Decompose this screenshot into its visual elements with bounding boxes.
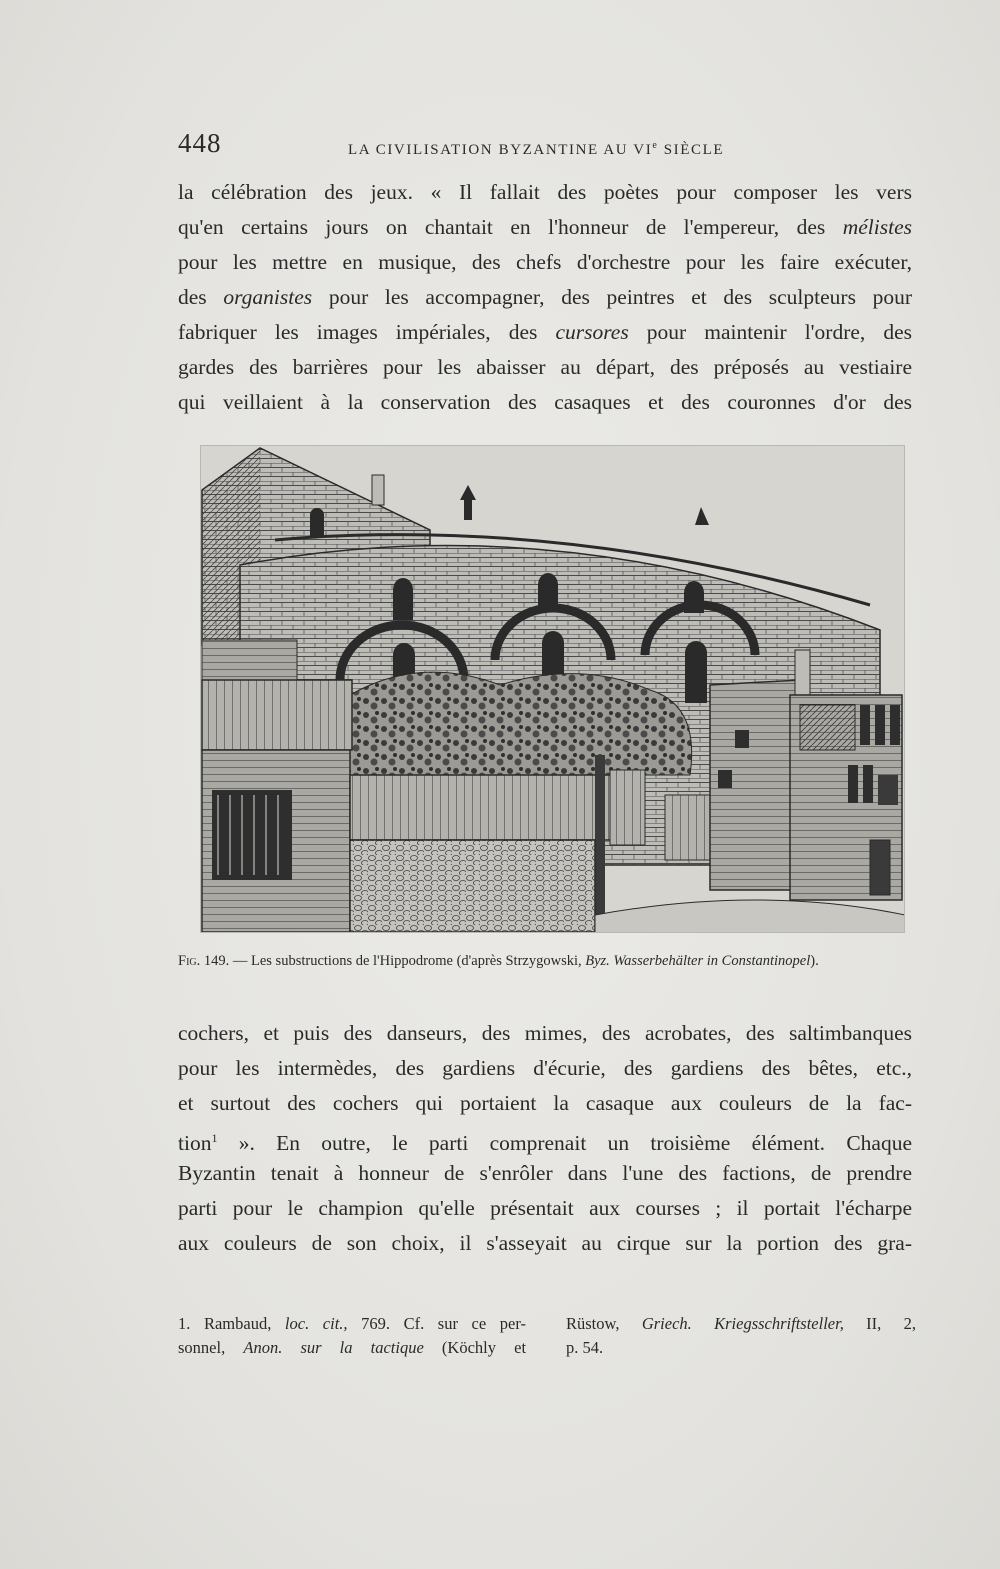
text-span: ». En outre, le parti comprenait un troisième élément. Chaque [238,1131,912,1156]
text-line: aux couleurs de son choix, il s'asseyait au cirque sur la portion des gra- [178,1231,912,1255]
footnote-line [178,1312,526,1336]
running-title-end: SIÈCLE [663,142,725,158]
footnote-ref[interactable]: 1 [211,1131,218,1145]
running-title-text: LA CIVILISATION BYZANTINE AU VI [348,142,653,158]
footnote-line [566,1312,916,1336]
footnote-line: p. 54. [566,1338,604,1357]
italic-term: Anon. sur la tactique [243,1338,424,1357]
figure-caption [178,953,918,970]
engraving-illustration [200,445,905,933]
running-title [348,140,724,159]
caption-end: ). [810,953,819,969]
text-line: gardes des barrières pour les abaisser au départ, des préposés au vestiaire [178,355,912,379]
caption-italic: Byz. Wasserbehälter in Constantinopel [585,953,811,969]
page-header [178,128,918,168]
text-line [178,1121,912,1156]
text-span: des [178,285,207,309]
italic-term: mélistes [842,215,912,239]
text-line: Byzantin tenait à honneur de s'enrôler dans l'une des factions, de prendre [178,1161,912,1185]
text-line: pour les mettre en musique, des chefs d'orchestre pour les faire exécuter, [178,250,912,274]
caption-text: — Les substructions de l'Hippodrome (d'après Strzygowski, [232,953,582,969]
text-span: 769. Cf. sur ce per- [361,1314,527,1333]
text-line: pour les intermèdes, des gardiens d'écurie, des gardiens des bêtes, etc., [178,1056,912,1080]
italic-term: organistes [223,285,313,309]
text-span: (Köchly et [441,1338,527,1357]
figure-label: Fig. 149. [178,953,230,969]
text-span: fabriquer les images impériales, des [178,320,538,344]
italic-term: cursores [555,320,629,344]
hippodrome-engraving [200,445,905,933]
text-span: qu'en certains jours on chantait en l'honneur de l'empereur, des [178,215,826,239]
italic-term: loc. cit., [284,1314,348,1333]
text-line: et surtout des cochers qui portaient la casaque aux couleurs de la fac- [178,1091,912,1115]
footnote-right-column [566,1312,916,1360]
paragraph-top [178,175,912,420]
running-title-sup: e [652,140,659,151]
text-line [178,280,912,315]
text-line [178,210,912,245]
text-span: tion [178,1131,212,1156]
italic-term: Griech. Kriegsschriftsteller, [641,1314,844,1333]
text-span: sonnel, [178,1338,226,1357]
text-span: pour maintenir l'ordre, des [646,320,913,344]
text-span: Rüstow, [566,1314,620,1333]
text-span: II, 2, [866,1314,917,1333]
text-line: cochers, et puis des danseurs, des mimes, des acrobates, des saltimbanques [178,1021,912,1045]
text-span: pour les accompagner, des peintres et des sculpteurs pour [328,285,913,309]
text-line [178,315,912,350]
text-line: parti pour le champion qu'elle présentait aux courses ; il portait l'écharpe [178,1196,912,1220]
text-span: 1. Rambaud, [178,1314,272,1333]
page-number: 448 [178,128,222,158]
text-line: qui veillaient à la conservation des casaques et des couronnes d'or des [178,390,912,414]
text-line: la célébration des jeux. « Il fallait des poètes pour composer les vers [178,180,912,204]
footnote-line [178,1336,526,1360]
paragraph-bottom [178,1016,912,1261]
footnote-left-column [178,1312,526,1360]
